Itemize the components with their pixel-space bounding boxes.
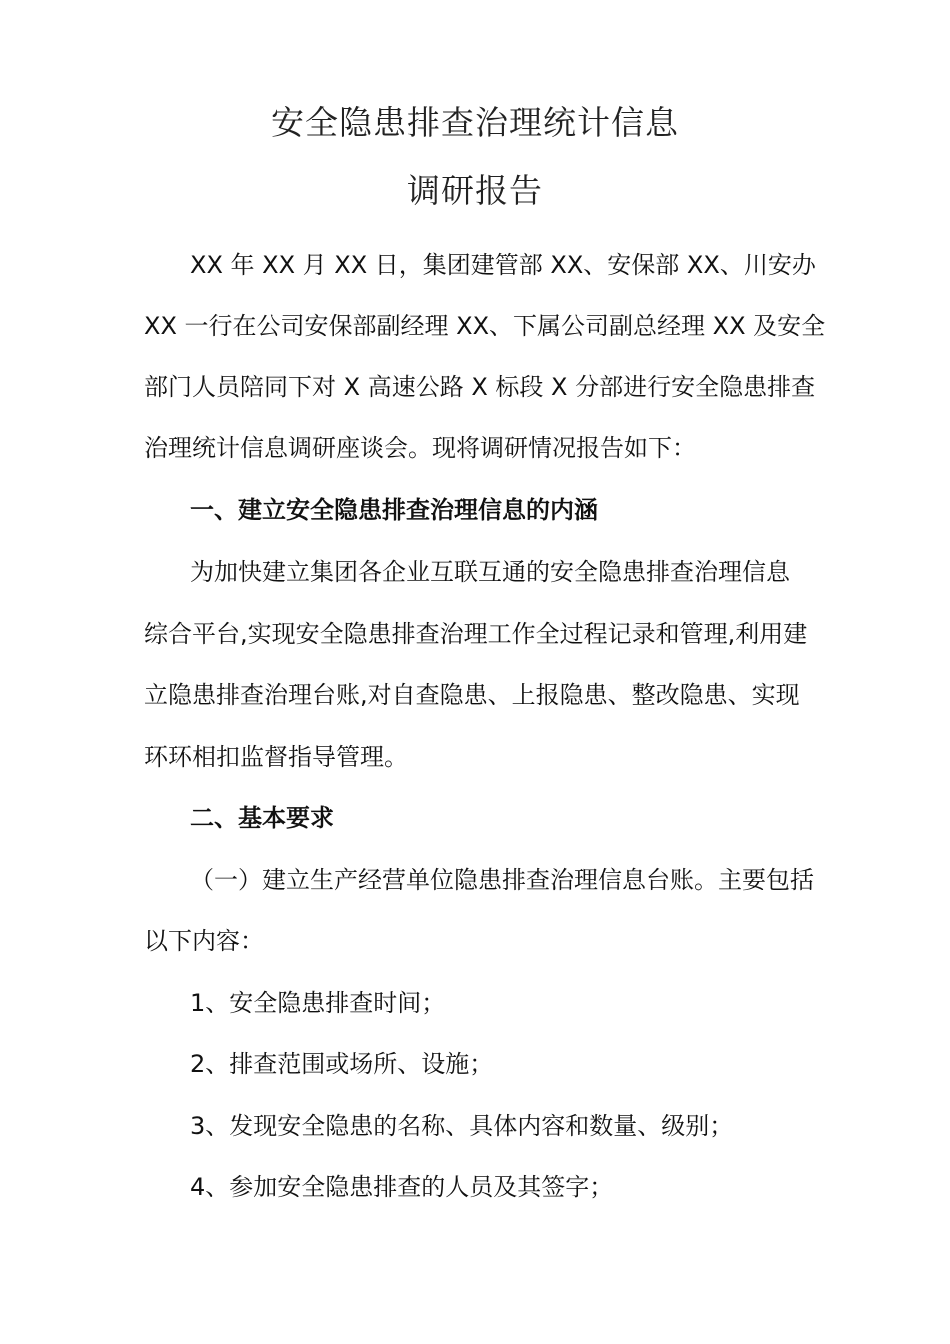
document-title-line-2: 调研报告 <box>407 171 543 210</box>
section-1-line-1: 为加快建立集团各企业互联互通的安全隐患排查治理信息 <box>190 558 790 586</box>
intro-line-3: 部门人员陪同下对 X 高速公路 X 标段 X 分部进行安全隐患排查 <box>144 373 816 401</box>
intro-line-2: XX 一行在公司安保部副经理 XX、下属公司副总经理 XX 及安全 <box>144 312 826 340</box>
section-1-line-4: 环环相扣监督指导管理。 <box>144 743 408 771</box>
list-item: 3、发现安全隐患的名称、具体内容和数量、级别； <box>190 1112 734 1140</box>
list-item: 4、参加安全隐患排查的人员及其签字； <box>190 1173 614 1201</box>
intro-line-4: 治理统计信息调研座谈会。现将调研情况报告如下： <box>144 434 696 462</box>
section-2-heading: 二、基本要求 <box>190 804 334 832</box>
list-item: 2、排查范围或场所、设施； <box>190 1050 494 1078</box>
section-1-heading: 一、建立安全隐患排查治理信息的内涵 <box>190 496 598 524</box>
intro-line-1: XX 年 XX 月 XX 日，集团建管部 XX、安保部 XX、川安办 <box>190 251 816 279</box>
subsection-1-line-2: 以下内容： <box>144 927 264 955</box>
subsection-1-line-1: （一）建立生产经营单位隐患排查治理信息台账。主要包括 <box>190 866 814 894</box>
section-1-line-2: 综合平台,实现安全隐患排查治理工作全过程记录和管理,利用建 <box>144 620 808 648</box>
document-title-line-1: 安全隐患排查治理统计信息 <box>271 103 679 142</box>
list-item: 1、安全隐患排查时间； <box>190 989 446 1017</box>
section-1-line-3: 立隐患排查治理台账,对自查隐患、上报隐患、整改隐患、实现 <box>144 681 800 709</box>
